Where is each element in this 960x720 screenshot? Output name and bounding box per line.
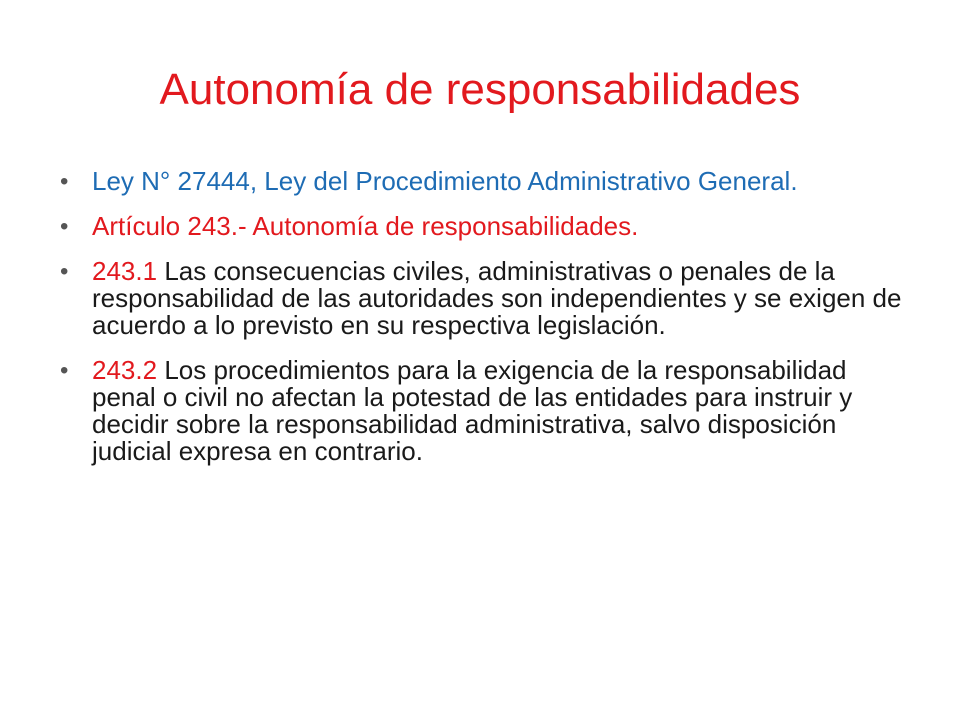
bullet-dot-icon: •	[60, 168, 69, 195]
bullet-item-243-2	[60, 357, 910, 465]
bullet-text: Ley N° 27444, Ley del Procedimiento Administrativo General.	[92, 166, 798, 196]
bullet-dot-icon: •	[60, 213, 69, 240]
bullet-list	[60, 168, 910, 483]
bullet-prefix: 243.2	[92, 355, 158, 385]
bullet-text: Los procedimientos para la exigencia de la responsabilidad penal o civil no afectan la potestad de las entidades para instruir y decidir sobre la responsabilidad administrativa, salvo disposición judicial expresa en contrario.	[92, 355, 853, 466]
bullet-text: Las consecuencias civiles, administrativas o penales de la responsabilidad de las autoridades son independientes y se exigen de acuerdo a lo previsto en su respectiva legislación.	[92, 256, 902, 340]
bullet-prefix: 243.1	[92, 256, 158, 286]
bullet-item-243-1	[60, 258, 910, 339]
bullet-text: Artículo 243.- Autonomía de responsabilidades.	[92, 211, 639, 241]
bullet-item-article	[60, 213, 910, 240]
bullet-dot-icon: •	[60, 357, 69, 384]
slide-title: Autonomía de responsabilidades	[159, 65, 801, 114]
bullet-dot-icon: •	[60, 258, 69, 285]
bullet-item-law	[60, 168, 910, 195]
